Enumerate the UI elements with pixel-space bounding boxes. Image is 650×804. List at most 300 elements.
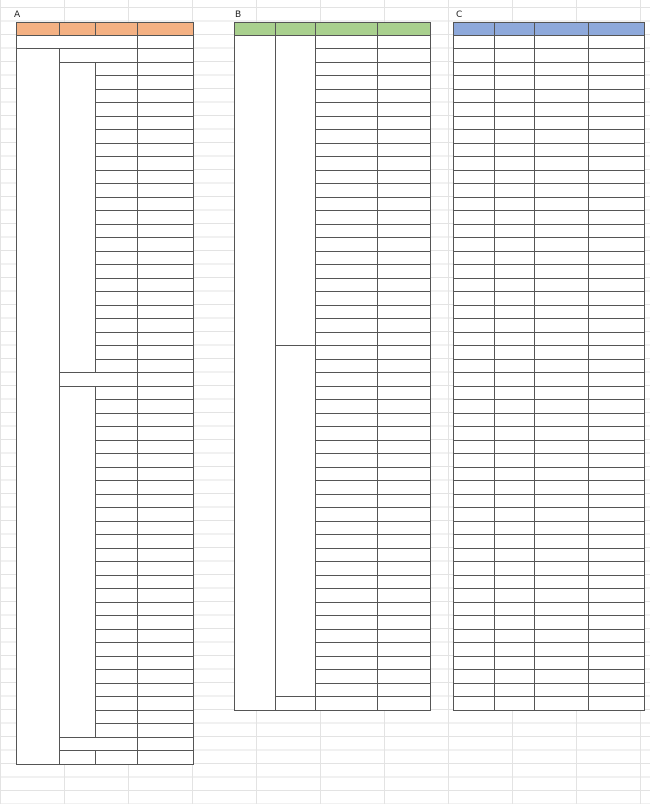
b-area-cities[interactable]	[276, 346, 316, 697]
a-area-cities-label[interactable]	[60, 373, 138, 387]
b-ward-name[interactable]	[316, 36, 378, 50]
c-municipality-name[interactable]	[535, 49, 589, 63]
c-municipality-name[interactable]	[535, 238, 589, 252]
c-area[interactable]	[495, 684, 535, 698]
b-ward-name[interactable]	[316, 198, 378, 212]
c-municipality-name[interactable]	[535, 90, 589, 104]
b-header-1[interactable]	[234, 22, 276, 36]
b-city-population[interactable]	[378, 535, 431, 549]
a-city-population[interactable]	[138, 468, 194, 482]
a-ward-population[interactable]	[138, 238, 194, 252]
b-city-name[interactable]	[316, 495, 378, 509]
a-ward-name[interactable]	[96, 63, 138, 77]
c-prefecture[interactable]	[453, 360, 495, 374]
c-area[interactable]	[495, 400, 535, 414]
c-area[interactable]	[495, 144, 535, 158]
a-city-name[interactable]	[96, 657, 138, 671]
c-municipality-name[interactable]	[535, 427, 589, 441]
c-municipality-name[interactable]	[535, 292, 589, 306]
c-area[interactable]	[495, 562, 535, 576]
a-city-population[interactable]	[138, 657, 194, 671]
c-area[interactable]	[495, 333, 535, 347]
c-area[interactable]	[495, 495, 535, 509]
a-ward-name[interactable]	[96, 306, 138, 320]
a-ward-population[interactable]	[138, 198, 194, 212]
b-ward-name[interactable]	[316, 76, 378, 90]
c-population[interactable]	[589, 76, 645, 90]
b-city-population[interactable]	[378, 360, 431, 374]
c-municipality-name[interactable]	[535, 522, 589, 536]
b-header-4[interactable]	[378, 22, 431, 36]
b-city-name[interactable]	[316, 508, 378, 522]
a-city-population[interactable]	[138, 454, 194, 468]
c-area[interactable]	[495, 414, 535, 428]
c-municipality-name[interactable]	[535, 495, 589, 509]
c-area[interactable]	[495, 292, 535, 306]
b-area-23ku[interactable]	[276, 36, 316, 347]
b-ward-name[interactable]	[316, 103, 378, 117]
c-area[interactable]	[495, 252, 535, 266]
c-population[interactable]	[589, 130, 645, 144]
a-city-name[interactable]	[96, 400, 138, 414]
a-city-population[interactable]	[138, 414, 194, 428]
c-area[interactable]	[495, 198, 535, 212]
b-city-population[interactable]	[378, 508, 431, 522]
c-municipality-name[interactable]	[535, 198, 589, 212]
b-city-name[interactable]	[316, 576, 378, 590]
c-area[interactable]	[495, 306, 535, 320]
c-area[interactable]	[495, 630, 535, 644]
c-prefecture[interactable]	[453, 441, 495, 455]
b-ward-population[interactable]	[378, 144, 431, 158]
c-prefecture[interactable]	[453, 400, 495, 414]
c-area[interactable]	[495, 670, 535, 684]
a-area-other-subtotal[interactable]	[138, 738, 194, 752]
a-ward-population[interactable]	[138, 157, 194, 171]
b-ward-name[interactable]	[316, 90, 378, 104]
c-municipality-name[interactable]	[535, 697, 589, 711]
c-prefecture[interactable]	[453, 130, 495, 144]
b-city-name[interactable]	[316, 562, 378, 576]
c-prefecture[interactable]	[453, 63, 495, 77]
c-population[interactable]	[589, 198, 645, 212]
a-area-cities-spacer[interactable]	[60, 387, 96, 738]
b-city-name[interactable]	[316, 670, 378, 684]
b-city-population[interactable]	[378, 630, 431, 644]
c-population[interactable]	[589, 117, 645, 131]
a-area-23ku-subtotal[interactable]	[138, 49, 194, 63]
c-prefecture[interactable]	[453, 684, 495, 698]
c-header-1[interactable]	[453, 22, 495, 36]
b-city-population[interactable]	[378, 657, 431, 671]
c-municipality-name[interactable]	[535, 373, 589, 387]
c-population[interactable]	[589, 684, 645, 698]
a-city-name[interactable]	[96, 468, 138, 482]
a-area-other-label[interactable]	[60, 738, 138, 752]
b-ward-population[interactable]	[378, 90, 431, 104]
c-prefecture[interactable]	[453, 616, 495, 630]
b-ward-name[interactable]	[316, 63, 378, 77]
b-city-population[interactable]	[378, 684, 431, 698]
a-ward-name[interactable]	[96, 90, 138, 104]
a-ward-name[interactable]	[96, 171, 138, 185]
a-ward-name[interactable]	[96, 130, 138, 144]
b-city-name[interactable]	[316, 346, 378, 360]
c-prefecture[interactable]	[453, 697, 495, 711]
b-ward-population[interactable]	[378, 279, 431, 293]
c-population[interactable]	[589, 454, 645, 468]
a-ward-name[interactable]	[96, 103, 138, 117]
c-municipality-name[interactable]	[535, 36, 589, 50]
a-ward-population[interactable]	[138, 117, 194, 131]
c-area[interactable]	[495, 319, 535, 333]
b-ward-name[interactable]	[316, 117, 378, 131]
c-population[interactable]	[589, 589, 645, 603]
c-prefecture[interactable]	[453, 144, 495, 158]
c-municipality-name[interactable]	[535, 481, 589, 495]
a-city-population[interactable]	[138, 549, 194, 563]
b-city-population[interactable]	[378, 589, 431, 603]
a-ward-population[interactable]	[138, 184, 194, 198]
a-other-population[interactable]	[138, 751, 194, 765]
c-prefecture[interactable]	[453, 49, 495, 63]
c-municipality-name[interactable]	[535, 468, 589, 482]
b-city-name[interactable]	[316, 643, 378, 657]
a-city-name[interactable]	[96, 441, 138, 455]
b-ward-population[interactable]	[378, 63, 431, 77]
b-ward-name[interactable]	[316, 292, 378, 306]
c-area[interactable]	[495, 535, 535, 549]
c-area[interactable]	[495, 171, 535, 185]
a-ward-population[interactable]	[138, 279, 194, 293]
b-city-population[interactable]	[378, 454, 431, 468]
b-city-name[interactable]	[316, 427, 378, 441]
a-header-2[interactable]	[60, 22, 96, 36]
c-population[interactable]	[589, 319, 645, 333]
a-city-population[interactable]	[138, 522, 194, 536]
b-ward-population[interactable]	[378, 117, 431, 131]
a-ward-name[interactable]	[96, 346, 138, 360]
a-city-population[interactable]	[138, 427, 194, 441]
c-municipality-name[interactable]	[535, 576, 589, 590]
c-area[interactable]	[495, 697, 535, 711]
a-header-4[interactable]	[138, 22, 194, 36]
a-ward-population[interactable]	[138, 90, 194, 104]
c-prefecture[interactable]	[453, 184, 495, 198]
c-prefecture[interactable]	[453, 495, 495, 509]
a-city-name[interactable]	[96, 454, 138, 468]
c-area[interactable]	[495, 657, 535, 671]
b-ward-population[interactable]	[378, 157, 431, 171]
a-ward-population[interactable]	[138, 306, 194, 320]
c-municipality-name[interactable]	[535, 211, 589, 225]
c-area[interactable]	[495, 522, 535, 536]
c-population[interactable]	[589, 441, 645, 455]
a-ward-population[interactable]	[138, 130, 194, 144]
c-municipality-name[interactable]	[535, 252, 589, 266]
b-ward-name[interactable]	[316, 130, 378, 144]
a-header-1[interactable]	[16, 22, 60, 36]
b-city-name[interactable]	[316, 616, 378, 630]
c-municipality-name[interactable]	[535, 279, 589, 293]
b-ward-population[interactable]	[378, 184, 431, 198]
b-city-name[interactable]	[316, 387, 378, 401]
b-city-name[interactable]	[316, 684, 378, 698]
c-area[interactable]	[495, 90, 535, 104]
c-area[interactable]	[495, 225, 535, 239]
a-city-name[interactable]	[96, 535, 138, 549]
c-population[interactable]	[589, 508, 645, 522]
c-prefecture[interactable]	[453, 468, 495, 482]
c-area[interactable]	[495, 63, 535, 77]
c-prefecture[interactable]	[453, 630, 495, 644]
c-municipality-name[interactable]	[535, 454, 589, 468]
c-population[interactable]	[589, 279, 645, 293]
a-ward-name[interactable]	[96, 265, 138, 279]
c-prefecture[interactable]	[453, 427, 495, 441]
c-area[interactable]	[495, 265, 535, 279]
c-population[interactable]	[589, 576, 645, 590]
c-population[interactable]	[589, 603, 645, 617]
b-ward-population[interactable]	[378, 76, 431, 90]
b-ward-population[interactable]	[378, 36, 431, 50]
b-ward-population[interactable]	[378, 103, 431, 117]
c-municipality-name[interactable]	[535, 603, 589, 617]
c-population[interactable]	[589, 522, 645, 536]
c-municipality-name[interactable]	[535, 400, 589, 414]
c-municipality-name[interactable]	[535, 441, 589, 455]
a-ward-population[interactable]	[138, 76, 194, 90]
c-population[interactable]	[589, 549, 645, 563]
c-municipality-name[interactable]	[535, 549, 589, 563]
a-prefecture[interactable]	[16, 49, 60, 765]
b-city-population[interactable]	[378, 643, 431, 657]
c-municipality-name[interactable]	[535, 684, 589, 698]
c-area[interactable]	[495, 454, 535, 468]
c-population[interactable]	[589, 400, 645, 414]
b-city-name[interactable]	[316, 549, 378, 563]
a-ward-population[interactable]	[138, 333, 194, 347]
c-header-4[interactable]	[589, 22, 645, 36]
b-ward-name[interactable]	[316, 252, 378, 266]
a-city-name[interactable]	[96, 711, 138, 725]
a-ward-name[interactable]	[96, 76, 138, 90]
c-area[interactable]	[495, 279, 535, 293]
c-municipality-name[interactable]	[535, 319, 589, 333]
a-ward-name[interactable]	[96, 292, 138, 306]
c-population[interactable]	[589, 495, 645, 509]
b-ward-population[interactable]	[378, 319, 431, 333]
c-area[interactable]	[495, 373, 535, 387]
b-ward-population[interactable]	[378, 130, 431, 144]
a-city-population[interactable]	[138, 724, 194, 738]
c-area[interactable]	[495, 36, 535, 50]
a-city-name[interactable]	[96, 724, 138, 738]
a-city-population[interactable]	[138, 643, 194, 657]
b-ward-name[interactable]	[316, 319, 378, 333]
c-prefecture[interactable]	[453, 657, 495, 671]
b-city-name[interactable]	[316, 360, 378, 374]
c-area[interactable]	[495, 130, 535, 144]
c-municipality-name[interactable]	[535, 333, 589, 347]
b-header-3[interactable]	[316, 22, 378, 36]
c-prefecture[interactable]	[453, 157, 495, 171]
c-header-2[interactable]	[495, 22, 535, 36]
c-prefecture[interactable]	[453, 306, 495, 320]
c-prefecture[interactable]	[453, 522, 495, 536]
c-prefecture[interactable]	[453, 292, 495, 306]
a-ward-population[interactable]	[138, 171, 194, 185]
c-population[interactable]	[589, 616, 645, 630]
c-prefecture[interactable]	[453, 76, 495, 90]
a-city-population[interactable]	[138, 481, 194, 495]
a-ward-population[interactable]	[138, 346, 194, 360]
a-city-name[interactable]	[96, 670, 138, 684]
a-city-name[interactable]	[96, 508, 138, 522]
a-city-population[interactable]	[138, 616, 194, 630]
c-prefecture[interactable]	[453, 508, 495, 522]
b-city-name[interactable]	[316, 603, 378, 617]
c-municipality-name[interactable]	[535, 508, 589, 522]
b-city-population[interactable]	[378, 346, 431, 360]
a-area-other-spacer[interactable]	[60, 751, 96, 765]
c-prefecture[interactable]	[453, 103, 495, 117]
c-municipality-name[interactable]	[535, 265, 589, 279]
a-ward-name[interactable]	[96, 360, 138, 374]
c-population[interactable]	[589, 373, 645, 387]
c-prefecture[interactable]	[453, 454, 495, 468]
b-city-population[interactable]	[378, 427, 431, 441]
b-city-population[interactable]	[378, 468, 431, 482]
b-ward-population[interactable]	[378, 292, 431, 306]
a-city-name[interactable]	[96, 387, 138, 401]
c-prefecture[interactable]	[453, 211, 495, 225]
c-area[interactable]	[495, 346, 535, 360]
b-ward-population[interactable]	[378, 198, 431, 212]
c-prefecture[interactable]	[453, 319, 495, 333]
b-city-name[interactable]	[316, 630, 378, 644]
c-header-3[interactable]	[535, 22, 589, 36]
c-population[interactable]	[589, 103, 645, 117]
c-population[interactable]	[589, 562, 645, 576]
a-city-name[interactable]	[96, 562, 138, 576]
a-ward-name[interactable]	[96, 144, 138, 158]
b-ward-population[interactable]	[378, 49, 431, 63]
c-prefecture[interactable]	[453, 346, 495, 360]
c-area[interactable]	[495, 238, 535, 252]
c-area[interactable]	[495, 441, 535, 455]
b-city-name[interactable]	[316, 373, 378, 387]
c-prefecture[interactable]	[453, 603, 495, 617]
c-prefecture[interactable]	[453, 643, 495, 657]
c-municipality-name[interactable]	[535, 171, 589, 185]
c-prefecture[interactable]	[453, 589, 495, 603]
b-city-population[interactable]	[378, 495, 431, 509]
c-prefecture[interactable]	[453, 90, 495, 104]
c-municipality-name[interactable]	[535, 657, 589, 671]
c-municipality-name[interactable]	[535, 184, 589, 198]
c-municipality-name[interactable]	[535, 414, 589, 428]
b-ward-name[interactable]	[316, 333, 378, 347]
b-city-name[interactable]	[316, 589, 378, 603]
c-municipality-name[interactable]	[535, 306, 589, 320]
b-city-name[interactable]	[316, 414, 378, 428]
c-population[interactable]	[589, 252, 645, 266]
a-ward-population[interactable]	[138, 63, 194, 77]
c-prefecture[interactable]	[453, 265, 495, 279]
c-area[interactable]	[495, 76, 535, 90]
c-prefecture[interactable]	[453, 333, 495, 347]
a-ward-population[interactable]	[138, 225, 194, 239]
a-ward-name[interactable]	[96, 279, 138, 293]
b-ward-name[interactable]	[316, 279, 378, 293]
c-prefecture[interactable]	[453, 117, 495, 131]
b-ward-population[interactable]	[378, 225, 431, 239]
c-area[interactable]	[495, 508, 535, 522]
a-city-population[interactable]	[138, 711, 194, 725]
c-prefecture[interactable]	[453, 576, 495, 590]
c-area[interactable]	[495, 589, 535, 603]
b-ward-name[interactable]	[316, 265, 378, 279]
a-ward-name[interactable]	[96, 319, 138, 333]
b-city-population[interactable]	[378, 549, 431, 563]
b-ward-population[interactable]	[378, 333, 431, 347]
a-ward-population[interactable]	[138, 319, 194, 333]
a-city-population[interactable]	[138, 400, 194, 414]
c-municipality-name[interactable]	[535, 535, 589, 549]
c-prefecture[interactable]	[453, 198, 495, 212]
c-population[interactable]	[589, 211, 645, 225]
a-city-population[interactable]	[138, 603, 194, 617]
c-municipality-name[interactable]	[535, 589, 589, 603]
c-area[interactable]	[495, 49, 535, 63]
c-area[interactable]	[495, 643, 535, 657]
b-city-population[interactable]	[378, 481, 431, 495]
b-city-name[interactable]	[316, 454, 378, 468]
c-prefecture[interactable]	[453, 238, 495, 252]
b-city-name[interactable]	[316, 522, 378, 536]
b-city-population[interactable]	[378, 373, 431, 387]
c-municipality-name[interactable]	[535, 616, 589, 630]
c-population[interactable]	[589, 427, 645, 441]
c-prefecture[interactable]	[453, 279, 495, 293]
c-population[interactable]	[589, 670, 645, 684]
c-prefecture[interactable]	[453, 535, 495, 549]
c-prefecture[interactable]	[453, 481, 495, 495]
b-city-population[interactable]	[378, 400, 431, 414]
a-area-23ku-label[interactable]	[60, 49, 138, 63]
a-city-name[interactable]	[96, 697, 138, 711]
c-area[interactable]	[495, 603, 535, 617]
a-city-population[interactable]	[138, 535, 194, 549]
c-municipality-name[interactable]	[535, 63, 589, 77]
b-ward-name[interactable]	[316, 225, 378, 239]
c-prefecture[interactable]	[453, 36, 495, 50]
c-area[interactable]	[495, 576, 535, 590]
a-ward-population[interactable]	[138, 292, 194, 306]
b-city-population[interactable]	[378, 414, 431, 428]
c-population[interactable]	[589, 49, 645, 63]
c-population[interactable]	[589, 292, 645, 306]
b-other-name[interactable]	[316, 697, 378, 711]
c-population[interactable]	[589, 265, 645, 279]
c-population[interactable]	[589, 171, 645, 185]
a-ward-name[interactable]	[96, 333, 138, 347]
b-ward-population[interactable]	[378, 306, 431, 320]
c-municipality-name[interactable]	[535, 144, 589, 158]
c-prefecture[interactable]	[453, 171, 495, 185]
a-city-population[interactable]	[138, 576, 194, 590]
